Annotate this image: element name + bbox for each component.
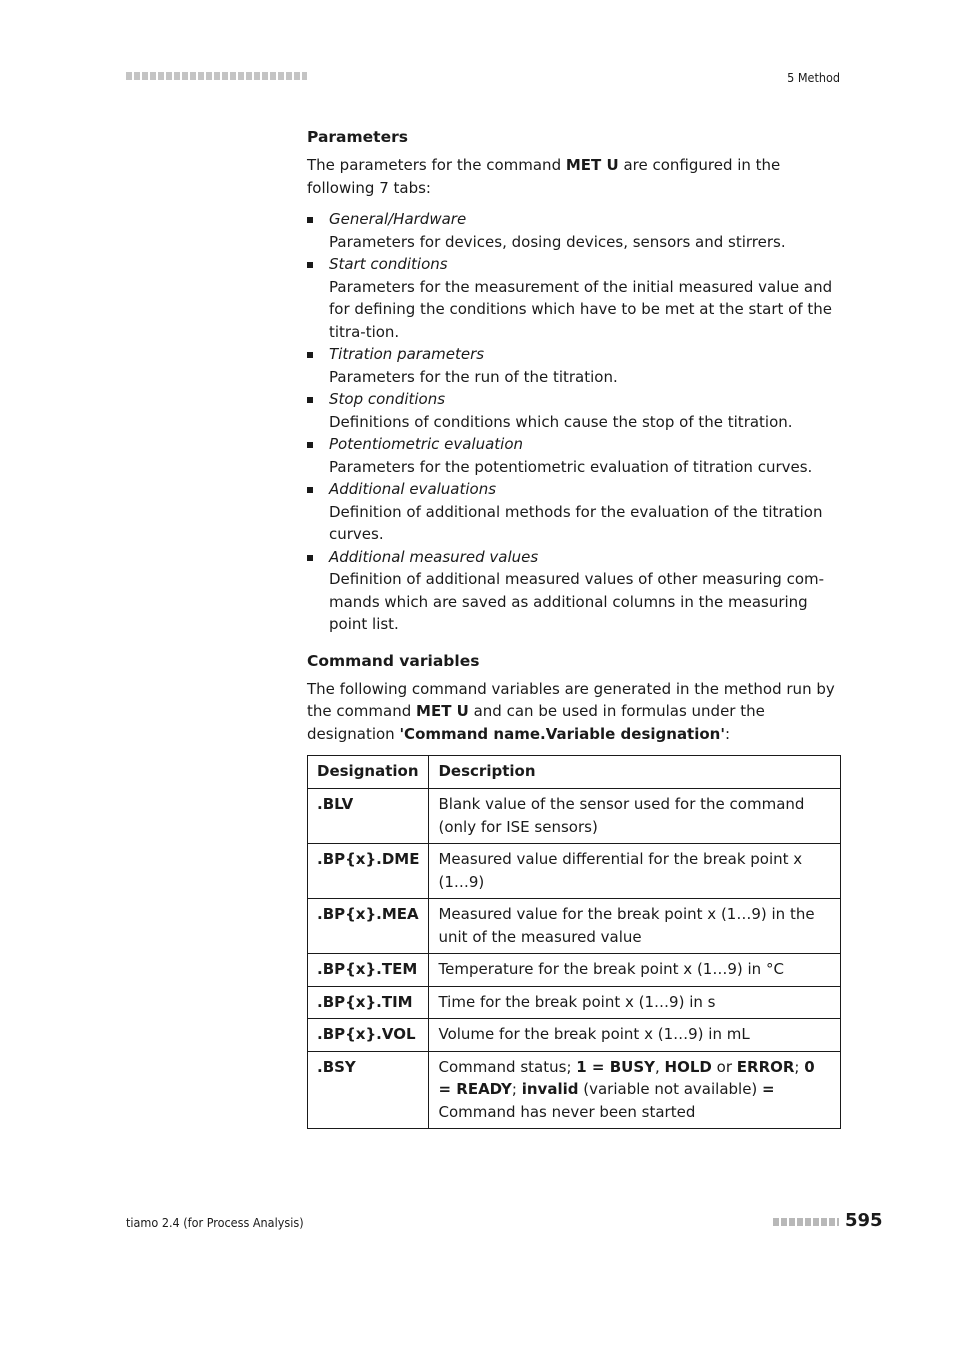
table-row	[308, 899, 841, 954]
table-row	[308, 844, 841, 899]
table-row	[308, 954, 841, 987]
variable-description: Volume for the break point x (1…9) in mL	[429, 1019, 841, 1052]
tab-list-item	[307, 433, 841, 478]
parameters-intro: The parameters for the command MET U are configured in the following 7 tabs:	[307, 156, 781, 197]
tab-name: Titration parameters	[329, 345, 485, 363]
tab-name: Start conditions	[329, 255, 448, 273]
running-header-section: 5 Method	[787, 70, 840, 85]
tab-description: Parameters for the measurement of the initial measured value and for defining the conditions which have to be met at the start of the titra-tion.	[329, 277, 833, 341]
bullet-icon	[307, 262, 313, 268]
variable-designation: .BLV	[308, 789, 429, 844]
variable-designation: .BP{x}.TIM	[308, 986, 429, 1019]
bullet-icon	[307, 487, 313, 493]
footer-decoration-dots	[773, 1218, 839, 1226]
table-row	[308, 986, 841, 1019]
table-row	[308, 1051, 841, 1129]
tab-description: Parameters for the run of the titration.	[329, 367, 618, 386]
tab-list-item	[307, 478, 841, 546]
tab-name: Potentiometric evaluation	[329, 435, 524, 453]
variable-description: Measured value differential for the break point x (1…9)	[429, 844, 841, 899]
tab-name: Additional measured values	[329, 547, 539, 566]
variable-description: Measured value for the break point x (1…9) in the unit of the measured value	[429, 899, 841, 954]
variable-designation: .BP{x}.DME	[308, 844, 429, 899]
tab-name: General/Hardware	[329, 210, 467, 228]
table-row	[308, 1019, 841, 1052]
parameters-heading: Parameters	[307, 128, 408, 146]
tab-description: Definition of additional measured values of other measuring com-mands which are saved as additional columns in the measuring point list.	[329, 570, 825, 633]
parameter-tab-list	[307, 208, 841, 636]
variable-description: Time for the break point x (1…9) in s	[429, 986, 841, 1019]
tab-description: Parameters for the potentiometric evaluation of titration curves.	[329, 457, 813, 476]
header-decoration-dots	[126, 72, 307, 80]
tab-list-item	[307, 388, 841, 433]
column-header-designation: Designation	[308, 756, 429, 789]
table-header-row	[308, 756, 841, 789]
variable-description: Temperature for the break point x (1…9) in °C	[429, 954, 841, 987]
page-content	[307, 126, 841, 1129]
footer-product-name: tiamo 2.4 (for Process Analysis)	[126, 1215, 304, 1230]
tab-description: Definition of additional methods for the evaluation of the titration curves.	[329, 502, 823, 543]
variable-designation: .BP{x}.VOL	[308, 1019, 429, 1052]
variable-designation: .BSY	[308, 1051, 429, 1129]
tab-description: Definitions of conditions which cause the stop of the titration.	[329, 412, 793, 431]
tab-name: Stop conditions	[329, 390, 446, 408]
command-variables-heading: Command variables	[307, 651, 480, 670]
bullet-icon	[307, 555, 313, 561]
bullet-icon	[307, 217, 313, 223]
bullet-icon	[307, 352, 313, 358]
page-number: 595	[845, 1210, 883, 1231]
bullet-icon	[307, 442, 313, 448]
variable-designation: .BP{x}.TEM	[308, 954, 429, 987]
variable-designation: .BP{x}.MEA	[308, 899, 429, 954]
bullet-icon	[307, 397, 313, 403]
table-row	[308, 789, 841, 844]
tab-list-item	[307, 343, 841, 388]
column-header-description: Description	[429, 756, 841, 789]
variable-description: Command status; 1 = BUSY, HOLD or ERROR; 0 = READY; invalid (variable not available) = Command has never been started	[429, 1051, 841, 1129]
tab-list-item	[307, 546, 841, 636]
tab-name: Additional evaluations	[329, 480, 497, 498]
tab-description: Parameters for devices, dosing devices, sensors and stirrers.	[329, 232, 786, 251]
command-variables-intro: The following command variables are generated in the method run by the command MET U and can be used in formulas under the designation 'Command name.Variable designation':	[307, 679, 835, 743]
tab-list-item	[307, 208, 841, 253]
tab-list-item	[307, 253, 841, 343]
variable-description: Blank value of the sensor used for the command (only for ISE sensors)	[429, 789, 841, 844]
command-variables-table	[307, 755, 841, 1129]
